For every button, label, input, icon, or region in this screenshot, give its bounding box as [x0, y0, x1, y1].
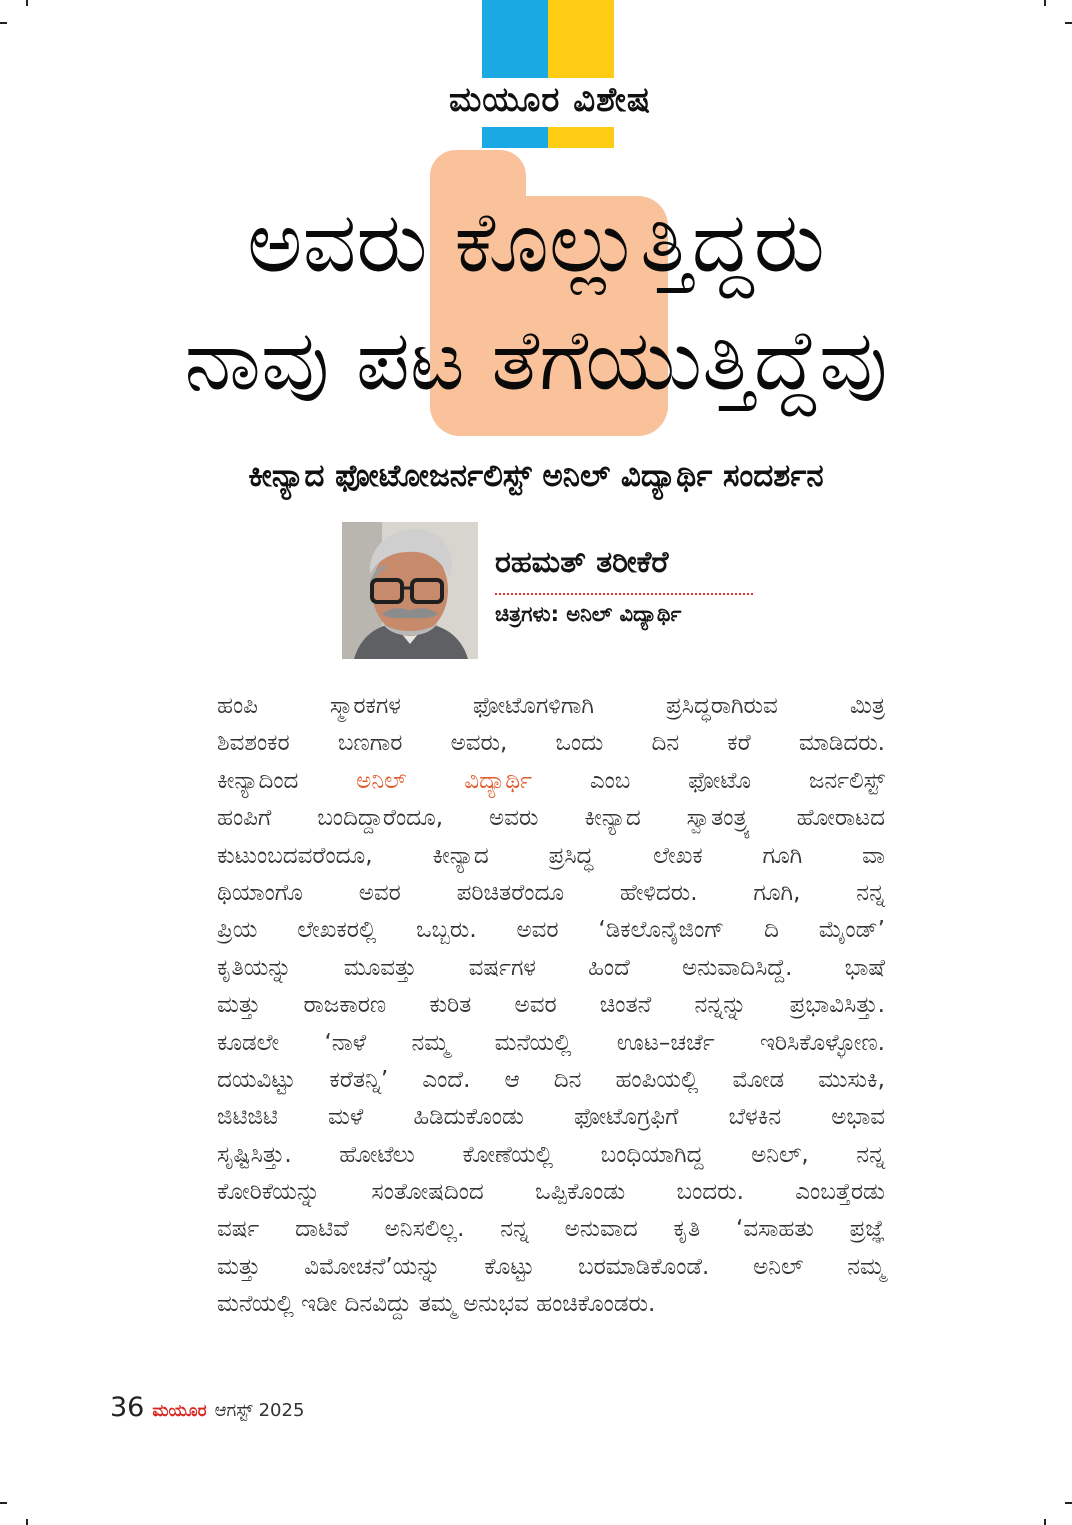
body-line: ದಯವಿಟ್ಟು ಕರೆತನ್ನಿ’ ಎಂದೆ. ಆ ದಿನ ಹಂಪಿಯಲ್ಲಿ ಮೋಡ ಮುಸುಕಿ,	[217, 1066, 885, 1093]
issue-date: ಆಗಸ್ಟ್ 2025	[214, 1400, 305, 1421]
author-divider	[495, 593, 753, 595]
body-line: ಜಿಟಿಜಿಟಿ ಮಳೆ ಹಿಡಿದುಕೊಂಡು ಫೋಟೊಗ್ರಫಿಗೆ ಬೆಳಕಿನ ಅಭಾವ	[217, 1104, 885, 1131]
body-line: ಕೃತಿಯನ್ನು ಮೂವತ್ತು ವರ್ಷಗಳ ಹಿಂದೆ ಅನುವಾದಿಸಿದ್ದೆ. ಭಾಷೆ	[217, 954, 885, 981]
body-line: ಕೋರಿಕೆಯನ್ನು ಸಂತೋಷದಿಂದ ಒಪ್ಪಿಕೊಂಡು ಬಂದರು. ಎಂಬತ್ತೆರಡು	[217, 1179, 885, 1206]
banner-yellow-block	[548, 0, 614, 78]
body-line: ಮತ್ತು ರಾಜಕಾರಣ ಕುರಿತ ಅವರ ಚಿಂತನೆ ನನ್ನನ್ನು ಪ್ರಭಾವಿಸಿತ್ತು.	[217, 992, 885, 1019]
author-photo	[342, 522, 478, 659]
body-line: ಕುಟುಂಬದವರೆಂದೂ, ಕೀನ್ಯಾದ ಪ್ರಸಿದ್ಧ ಲೇಖಕ ಗೂಗಿ ವಾ	[217, 842, 885, 869]
body-text-segment: ಎಂಬ ಫೋಟೊ ಜರ್ನಲಿಸ್ಟ್	[589, 767, 886, 794]
body-line: ಕೂಡಲೇ ‘ನಾಳೆ ನಮ್ಮ ಮನೆಯಲ್ಲಿ ಊಟ–ಚರ್ಚೆ ಇರಿಸಿಕೊಳ್ಳೋಣ.	[217, 1029, 885, 1056]
crop-mark	[26, 0, 28, 6]
magazine-logo: ಮಯೂರ	[152, 1401, 207, 1421]
crop-mark	[1065, 1502, 1072, 1504]
body-line: ಮನೆಯಲ್ಲಿ ಇಡೀ ದಿನವಿದ್ದು ತಮ್ಮ ಅನುಭವ ಹಂಚಿಕೊಂಡರು.	[217, 1291, 656, 1318]
crop-mark	[1065, 22, 1072, 24]
body-line: ಸೃಷ್ಟಿಸಿತ್ತು. ಹೋಟೆಲು ಕೋಣೆಯಲ್ಲಿ ಬಂಧಿಯಾಗಿದ್ದ ಅನಿಲ್, ನನ್ನ	[217, 1141, 885, 1168]
page-number: 36	[110, 1392, 145, 1423]
banner-blue-strip	[482, 127, 548, 148]
article-body	[217, 688, 885, 1324]
author-portrait-image	[342, 522, 478, 659]
body-line: ಪ್ರಿಯ ಲೇಖಕರಲ್ಲಿ ಒಬ್ಬರು. ಅವರ ‘ಡಿಕಲೊನೈಜಿಂಗ್ ದಿ ಮೈಂಡ್’	[217, 917, 885, 944]
banner-blue-block	[482, 0, 548, 78]
body-text-segment: ಕೀನ್ಯಾದಿಂದ	[217, 767, 299, 794]
body-line: ಥಿಯಾಂಗೊ ಅವರ ಪರಿಚಿತರೆಂದೂ ಹೇಳಿದರು. ಗೂಗಿ, ನನ್ನ	[217, 879, 885, 906]
article-subtitle: ಕೀನ್ಯಾದ ಫೋಟೋಜರ್ನಲಿಸ್ಟ್ ಅನಿಲ್ ವಿದ್ಯಾರ್ಥಿ ಸಂದರ್ಶನ	[248, 458, 824, 494]
section-label: ಮಯೂರ ವಿಶೇಷ	[448, 80, 652, 120]
headline-line-2: ನಾವು ಪಟ ತೆಗೆಯುತ್ತಿದ್ದೆವು	[184, 311, 888, 409]
body-line: ವರ್ಷ ದಾಟಿವೆ ಅನಿಸಲಿಲ್ಲ. ನನ್ನ ಅನುವಾದ ಕೃತಿ ‘ವಸಾಹತು ಪ್ರಜ್ಞೆ	[217, 1216, 885, 1243]
photo-credit: ಚಿತ್ರಗಳು: ಅನಿಲ್ ವಿದ್ಯಾರ್ಥಿ	[495, 602, 682, 626]
crop-mark	[1044, 0, 1046, 6]
page-footer	[110, 1392, 304, 1426]
body-line: ಶಿವಶಂಕರ ಬಣಗಾರ ಅವರು, ಒಂದು ದಿನ ಕರೆ ಮಾಡಿದರು.	[217, 730, 885, 757]
crop-mark	[1044, 1519, 1046, 1525]
author-name: ರಹಮತ್ ತರೀಕೆರೆ	[495, 545, 669, 580]
body-line: ಹಂಪಿ ಸ್ಮಾರಕಗಳ ಫೋಟೊಗಳಿಗಾಗಿ ಪ್ರಸಿದ್ಧರಾಗಿರುವ ಮಿತ್ರ	[217, 693, 885, 719]
body-line: ಮತ್ತು ವಿಮೋಚನೆ’ಯನ್ನು ಕೊಟ್ಟು ಬರಮಾಡಿಕೊಂಡೆ. ಅನಿಲ್ ನಮ್ಮ	[217, 1253, 885, 1280]
body-line	[217, 763, 885, 800]
highlighted-name: ಅನಿಲ್ ವಿದ್ಯಾರ್ಥಿ	[356, 767, 533, 794]
banner-yellow-strip	[548, 127, 614, 148]
crop-mark	[0, 22, 7, 24]
crop-mark	[0, 1502, 7, 1504]
body-line: ಹಂಪಿಗೆ ಬಂದಿದ್ದಾರೆಂದೂ, ಅವರು ಕೀನ್ಯಾದ ಸ್ವಾತಂತ್ರ್ಯ ಹೋರಾಟದ	[217, 805, 885, 832]
headline-line-1: ಅವರು ಕೊಲ್ಲುತ್ತಿದ್ದರು	[247, 193, 825, 291]
crop-mark	[26, 1519, 28, 1525]
